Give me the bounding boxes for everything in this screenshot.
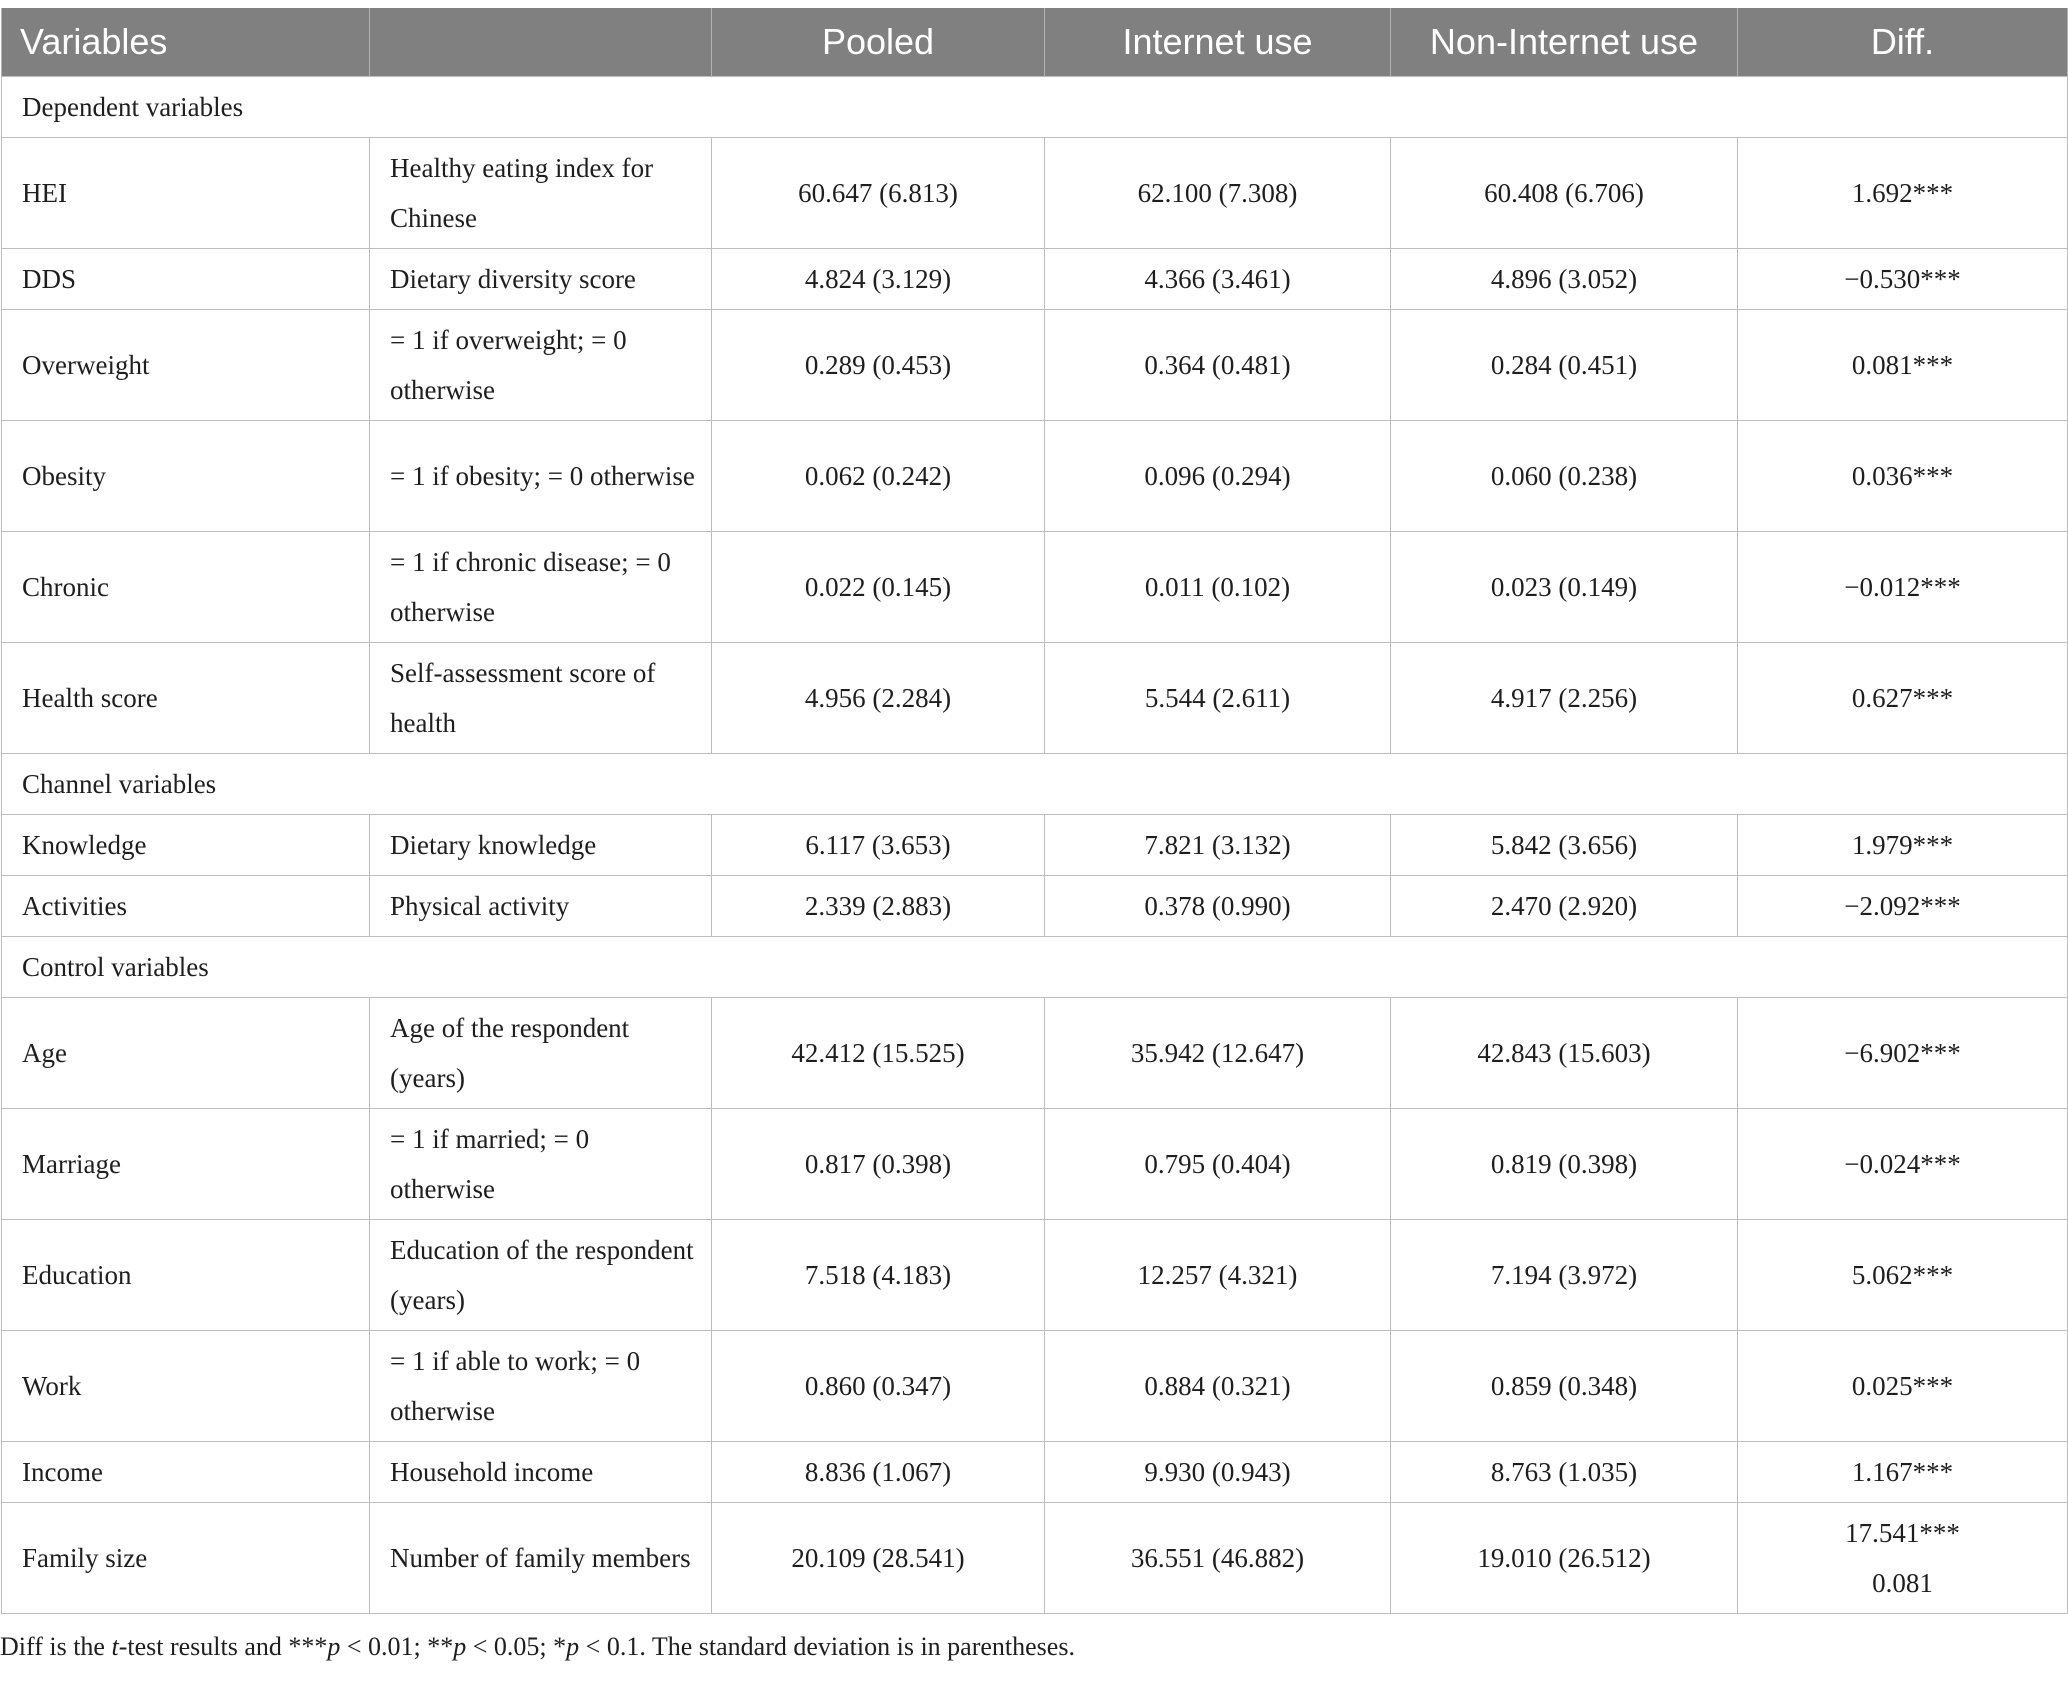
non-internet-use-cell: 42.843 (15.603) bbox=[1391, 998, 1738, 1109]
diff-cell: −0.012*** bbox=[1738, 532, 2068, 643]
diff-cell: 1.692*** bbox=[1738, 138, 2068, 249]
internet-use-cell: 0.096 (0.294) bbox=[1045, 421, 1391, 532]
internet-use-cell: 4.366 (3.461) bbox=[1045, 249, 1391, 310]
pooled-cell: 7.518 (4.183) bbox=[712, 1220, 1045, 1331]
diff-cell: −0.530*** bbox=[1738, 249, 2068, 310]
header-definition bbox=[370, 8, 712, 77]
variable-cell: Health score bbox=[2, 643, 370, 754]
definition-cell: Dietary knowledge bbox=[370, 815, 712, 876]
internet-use-cell: 35.942 (12.647) bbox=[1045, 998, 1391, 1109]
non-internet-use-cell: 2.470 (2.920) bbox=[1391, 876, 1738, 937]
variable-cell: DDS bbox=[2, 249, 370, 310]
non-internet-use-cell: 0.819 (0.398) bbox=[1391, 1109, 1738, 1220]
table-row bbox=[2, 1503, 2068, 1614]
variable-cell: Marriage bbox=[2, 1109, 370, 1220]
section-row bbox=[2, 77, 2068, 138]
pooled-cell: 6.117 (3.653) bbox=[712, 815, 1045, 876]
variable-cell: Education bbox=[2, 1220, 370, 1331]
non-internet-use-cell: 0.023 (0.149) bbox=[1391, 532, 1738, 643]
internet-use-cell: 0.378 (0.990) bbox=[1045, 876, 1391, 937]
section-title: Channel variables bbox=[2, 754, 2068, 815]
definition-cell: = 1 if able to work; = 0 otherwise bbox=[370, 1331, 712, 1442]
table-row bbox=[2, 1109, 2068, 1220]
definition-cell: Dietary diversity score bbox=[370, 249, 712, 310]
table-footnote: Diff is the t-test results and ***p < 0.01; **p < 0.05; *p < 0.1. The standard deviation is in parentheses. bbox=[0, 1632, 1075, 1661]
non-internet-use-cell: 0.859 (0.348) bbox=[1391, 1331, 1738, 1442]
non-internet-use-cell: 60.408 (6.706) bbox=[1391, 138, 1738, 249]
internet-use-cell: 5.544 (2.611) bbox=[1045, 643, 1391, 754]
non-internet-use-cell: 0.284 (0.451) bbox=[1391, 310, 1738, 421]
pooled-cell: 4.956 (2.284) bbox=[712, 643, 1045, 754]
internet-use-cell: 9.930 (0.943) bbox=[1045, 1442, 1391, 1503]
table-row bbox=[2, 1220, 2068, 1331]
variable-cell: Age bbox=[2, 998, 370, 1109]
pooled-cell: 20.109 (28.541) bbox=[712, 1503, 1045, 1614]
section-row bbox=[2, 937, 2068, 998]
internet-use-cell: 36.551 (46.882) bbox=[1045, 1503, 1391, 1614]
pooled-cell: 8.836 (1.067) bbox=[712, 1442, 1045, 1503]
summary-statistics-table bbox=[1, 8, 2068, 1614]
header-pooled: Pooled bbox=[712, 8, 1045, 77]
pooled-cell: 42.412 (15.525) bbox=[712, 998, 1045, 1109]
definition-cell: = 1 if obesity; = 0 otherwise bbox=[370, 421, 712, 532]
table-row bbox=[2, 310, 2068, 421]
diff-cell: −6.902*** bbox=[1738, 998, 2068, 1109]
internet-use-cell: 0.364 (0.481) bbox=[1045, 310, 1391, 421]
table-row bbox=[2, 249, 2068, 310]
pooled-cell: 2.339 (2.883) bbox=[712, 876, 1045, 937]
definition-cell: Age of the respondent (years) bbox=[370, 998, 712, 1109]
diff-value: 17.541*** bbox=[1845, 1518, 1960, 1548]
variable-cell: Knowledge bbox=[2, 815, 370, 876]
pooled-cell: 0.022 (0.145) bbox=[712, 532, 1045, 643]
diff-cell: 1.167*** bbox=[1738, 1442, 2068, 1503]
pooled-cell: 0.817 (0.398) bbox=[712, 1109, 1045, 1220]
non-internet-use-cell: 5.842 (3.656) bbox=[1391, 815, 1738, 876]
internet-use-cell: 7.821 (3.132) bbox=[1045, 815, 1391, 876]
non-internet-use-cell: 0.060 (0.238) bbox=[1391, 421, 1738, 532]
header-diff: Diff. bbox=[1738, 8, 2068, 77]
table-row bbox=[2, 998, 2068, 1109]
diff-cell: 0.036*** bbox=[1738, 421, 2068, 532]
variable-cell: Income bbox=[2, 1442, 370, 1503]
variable-cell: Chronic bbox=[2, 532, 370, 643]
definition-cell: = 1 if married; = 0 otherwise bbox=[370, 1109, 712, 1220]
table-row bbox=[2, 1331, 2068, 1442]
table-row bbox=[2, 643, 2068, 754]
table-row bbox=[2, 815, 2068, 876]
diff-cell: 5.062*** bbox=[1738, 1220, 2068, 1331]
definition-cell: Number of family members bbox=[370, 1503, 712, 1614]
internet-use-cell: 12.257 (4.321) bbox=[1045, 1220, 1391, 1331]
pooled-cell: 60.647 (6.813) bbox=[712, 138, 1045, 249]
non-internet-use-cell: 7.194 (3.972) bbox=[1391, 1220, 1738, 1331]
pooled-cell: 0.860 (0.347) bbox=[712, 1331, 1045, 1442]
diff-cell: 1.979*** bbox=[1738, 815, 2068, 876]
section-title: Dependent variables bbox=[2, 77, 2068, 138]
diff-cell: 0.081*** bbox=[1738, 310, 2068, 421]
variable-cell: HEI bbox=[2, 138, 370, 249]
definition-cell: Self-assessment score of health bbox=[370, 643, 712, 754]
internet-use-cell: 0.011 (0.102) bbox=[1045, 532, 1391, 643]
diff-cell: −0.024*** bbox=[1738, 1109, 2068, 1220]
non-internet-use-cell: 4.896 (3.052) bbox=[1391, 249, 1738, 310]
variable-cell: Overweight bbox=[2, 310, 370, 421]
internet-use-cell: 62.100 (7.308) bbox=[1045, 138, 1391, 249]
non-internet-use-cell: 19.010 (26.512) bbox=[1391, 1503, 1738, 1614]
section-row bbox=[2, 754, 2068, 815]
header-variables: Variables bbox=[2, 8, 370, 77]
definition-cell: = 1 if chronic disease; = 0 otherwise bbox=[370, 532, 712, 643]
table-row bbox=[2, 138, 2068, 249]
variable-cell: Obesity bbox=[2, 421, 370, 532]
definition-cell: = 1 if overweight; = 0 otherwise bbox=[370, 310, 712, 421]
header-internet-use: Internet use bbox=[1045, 8, 1391, 77]
table-row bbox=[2, 421, 2068, 532]
table-container bbox=[0, 8, 2068, 1614]
pooled-cell: 0.062 (0.242) bbox=[712, 421, 1045, 532]
section-title: Control variables bbox=[2, 937, 2068, 998]
variable-cell: Family size bbox=[2, 1503, 370, 1614]
table-row bbox=[2, 1442, 2068, 1503]
internet-use-cell: 0.795 (0.404) bbox=[1045, 1109, 1391, 1220]
definition-cell: Education of the respondent (years) bbox=[370, 1220, 712, 1331]
header-non-internet-use: Non-Internet use bbox=[1391, 8, 1738, 77]
header-row bbox=[2, 8, 2068, 77]
table-row bbox=[2, 876, 2068, 937]
diff-cell: 0.025*** bbox=[1738, 1331, 2068, 1442]
pooled-cell: 4.824 (3.129) bbox=[712, 249, 1045, 310]
diff-cell: 0.627*** bbox=[1738, 643, 2068, 754]
pooled-cell: 0.289 (0.453) bbox=[712, 310, 1045, 421]
definition-cell: Physical activity bbox=[370, 876, 712, 937]
table-body bbox=[2, 77, 2068, 1614]
table-row bbox=[2, 532, 2068, 643]
definition-cell: Healthy eating index for Chinese bbox=[370, 138, 712, 249]
variable-cell: Activities bbox=[2, 876, 370, 937]
diff-cell: −2.092*** bbox=[1738, 876, 2068, 937]
non-internet-use-cell: 4.917 (2.256) bbox=[1391, 643, 1738, 754]
diff-cell bbox=[1738, 1503, 2068, 1614]
non-internet-use-cell: 8.763 (1.035) bbox=[1391, 1442, 1738, 1503]
internet-use-cell: 0.884 (0.321) bbox=[1045, 1331, 1391, 1442]
variable-cell: Work bbox=[2, 1331, 370, 1442]
definition-cell: Household income bbox=[370, 1442, 712, 1503]
diff-extra-value: 0.081 bbox=[1872, 1568, 1933, 1598]
